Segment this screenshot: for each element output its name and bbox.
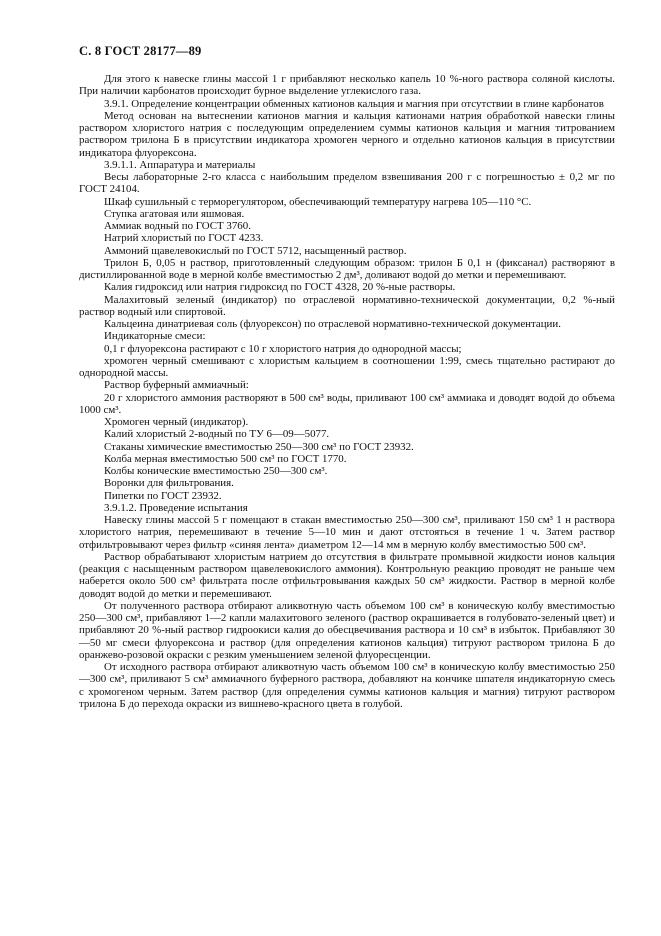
list-item: Аммоний щавелевокислый по ГОСТ 5712, насыщенный раствор.: [104, 244, 407, 257]
page-header: С. 8 ГОСТ 28177—89: [79, 44, 202, 58]
list-item: Колба мерная вместимостью 500 см³ по ГОСТ 1770.: [104, 452, 347, 465]
list-item: Хромоген черный (индикатор).: [104, 416, 249, 428]
paragraph-procedure-1: Навеску глины массой 5 г помещают в стакан вместимостью 250—300 см³, приливают 150 см³ 1 н раствора хлористого натрия, перемешивают в течение 5—10 мин и дают отстояться в течение 1 ч. Затем раствор отфильтровывают через фильтр «синяя лента» диаметром 12—14 мм в мерную колбу вместимостью 500 см³.: [79, 514, 615, 551]
list-item: Стаканы химические вместимостью 250—300 см³ по ГОСТ 23932.: [104, 440, 414, 453]
list-item: Калий хлористый 2-водный по ТУ 6—09—5077.: [104, 428, 330, 441]
list-item: Малахитовый зеленый (индикатор) по отраслевой нормативно-технической документации, 0,2 %-ный раствор водный или спиртовой.: [79, 293, 615, 318]
list-item: Раствор буферный аммиачный:: [104, 379, 249, 392]
paragraph-carbonate-test: Для этого к навеске глины массой 1 г прибавляют несколько капель 10 %-ного раствора соляной кислоты. При наличии карбонатов происходит бурное выделение углекислого газа.: [79, 73, 615, 98]
paragraph-procedure-2: Раствор обрабатывают хлористым натрием до отсутствия в фильтрате промывной жидкости ионов кальция (реакция с насыщенным раствором щавелевокислого аммония). Контрольную реакцию проводят не раньше чем наберется около 500 см³ фильтрата после отфильтровывания каждых 50 см³ жидкости. Раствор в мерной колбе доводят водой до метки и перемешивают.: [79, 550, 615, 600]
list-item: Весы лабораторные 2-го класса с наибольшим пределом взвешивания 200 г с погрешностью ± 0,2 мг по ГОСТ 24104.: [79, 171, 615, 196]
list-item: 0,1 г флуорексона растирают с 10 г хлористого натрия до однородной массы;: [104, 342, 462, 355]
paragraph-procedure-4: От исходного раствора отбирают аликвотную часть объемом 100 см³ в коническую колбу вместимостью 250—300 см³, приливают 5 см³ аммиачного буферного раствора, добавляют на кончике шпателя индикаторную смесь с хромогеном черным. Затем раствор (для определения суммы катионов кальция и магния) титруют раствором трилона Б до перехода окраски из вишнево-красного цвета в голубой.: [79, 661, 615, 710]
list-item: Индикаторные смеси:: [104, 330, 206, 343]
section-heading-3-9-1-1: 3.9.1.1. Аппаратура и материалы: [104, 158, 256, 171]
list-item: Калия гидроксид или натрия гидроксид по ГОСТ 4328, 20 %-ные растворы.: [104, 281, 456, 294]
list-item: Натрий хлористый по ГОСТ 4233.: [104, 232, 264, 245]
list-item: Шкаф сушильный с терморегулятором, обеспечивающий температуру нагрева 105—110 °С.: [104, 195, 532, 208]
list-item: Пипетки по ГОСТ 23932.: [104, 489, 222, 502]
section-heading-3-9-1: 3.9.1. Определение концентрации обменных катионов кальция и магния при отсутствии в глине карбонатов: [104, 97, 604, 110]
list-item: Трилон Б, 0,05 н раствор, приготовленный следующим образом: трилон Б 0,1 н (фиксанал) растворяют в дистиллированной воде в мерной колбе вместимостью 2 дм³, доливают водой до метки и перемешивают.: [79, 256, 615, 281]
list-item: 20 г хлористого аммония растворяют в 500 см³ воды, приливают 100 см³ аммиака и доводят водой до объема 1000 см³.: [79, 391, 615, 416]
list-item: Воронки для фильтрования.: [104, 477, 234, 490]
list-item: Колбы конические вместимостью 250—300 см³.: [104, 465, 328, 477]
list-item: Кальцеина динатриевая соль (флуорексон) по отраслевой нормативно-технической документации.: [104, 318, 561, 330]
list-item: Аммиак водный по ГОСТ 3760.: [104, 220, 251, 232]
paragraph-method: Метод основан на вытеснении катионов магния и кальция катионами натрия обработкой навески глины раствором хлористого натрия с последующим определением суммы катионов кальция и магния титрованием раствором трилона Б в присутствии индикатора хромоген черного и отдельно катионов кальция в присутствии индикатора флуорексона.: [79, 109, 615, 159]
section-heading-3-9-1-2: 3.9.1.2. Проведение испытания: [104, 501, 248, 514]
document-body: [79, 73, 615, 710]
list-item: Ступка агатовая или яшмовая.: [104, 207, 245, 220]
paragraph-procedure-3: От полученного раствора отбирают аликвотную часть объемом 100 см³ в коническую колбу вместимостью 250—300 см³, прибавляют 1—2 капли малахитового зеленого (раствор окрашивается в голубовато-зеленый цвет) и прибавляют 20 %-ный раствор гидроокиси калия до обесцвечивания раствора и 10 см³ в избыток. Прибавляют 30—50 мг смеси флуорексона и раствор (для определения катионов кальция) титруют раствором трилона Б до оранжево-розовой окраски с резким уменьшением зеленой флуоресценции.: [79, 599, 615, 661]
list-item: хромоген черный смешивают с хлористым кальцием в соотношении 1:99, смесь тщательно растирают до однородной массы.: [79, 354, 615, 379]
